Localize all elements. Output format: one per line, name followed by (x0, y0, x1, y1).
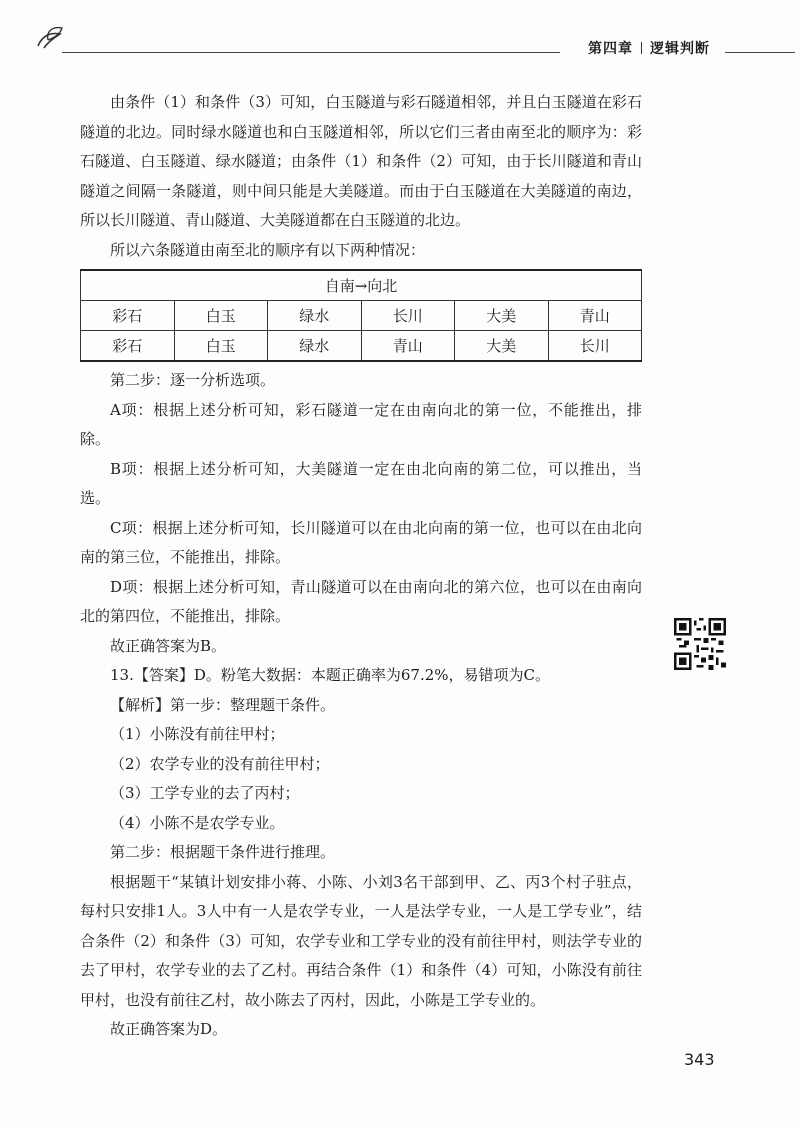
table-header-row (81, 270, 642, 301)
analysis-heading: 【解析】第一步：整理题干条件。 (110, 695, 336, 714)
option-b-analysis: B项：根据上述分析可知，大美隧道一定在由北向南的第二位，可以推出，当选。 (80, 459, 642, 507)
header-rule (62, 52, 560, 53)
option-a-analysis: A项：根据上述分析可知，彩石隧道一定在由南向北的第一位，不能推出，排除。 (80, 400, 642, 448)
condition-item: （2）农学专业的没有前往甲村； (110, 754, 330, 773)
paragraph: 所以六条隧道由南至北的顺序有以下两种情况： (110, 240, 426, 259)
paragraph: 由条件（1）和条件（3）可知，白玉隧道与彩石隧道相邻，并且白玉隧道在彩石隧道的北边。同时绿水隧道也和白玉隧道相邻，所以它们三者由南至北的顺序为：彩石隧道、白玉隧道、绿水隧道；由条件（1）和条件（2）可知，由于长川隧道和青山隧道之间隔一条隧道，则中间只能是大美隧道。而由于白玉隧道在大美隧道的南边，所以长川隧道、青山隧道、大美隧道都在白玉隧道的北边。 (80, 93, 642, 229)
table-row (81, 301, 642, 331)
table-header: 自南→向北 (81, 270, 642, 301)
condition-item: （3）工学专业的去了丙村； (110, 784, 300, 802)
sprout-icon (34, 22, 68, 52)
answer-line: 故正确答案为B。 (110, 636, 227, 655)
question-13-answer: 13.【答案】D。粉笔大数据：本题正确率为67.2%，易错项为C。 (110, 666, 551, 684)
table-cell: 绿水 (268, 331, 362, 362)
tunnel-order-table (80, 269, 642, 362)
page-body (80, 88, 642, 1045)
header-separator (641, 42, 642, 54)
step-heading: 第二步：逐一分析选项。 (110, 371, 276, 389)
answer-line: 故正确答案为D。 (110, 1020, 228, 1038)
table-cell: 绿水 (268, 301, 362, 331)
table-row (81, 331, 642, 362)
option-c-analysis: C项：根据上述分析可知，长川隧道可以在由北向南的第一位，也可以在由北向南的第三位，不能推出，排除。 (80, 518, 642, 566)
table-cell: 大美 (455, 331, 549, 362)
step-heading: 第二步：根据题干条件进行推理。 (110, 843, 336, 861)
condition-item: （1）小陈没有前往甲村； (110, 725, 285, 743)
chapter-number: 第四章 (588, 41, 633, 57)
table-cell: 长川 (361, 301, 455, 331)
condition-item: （4）小陈不是农学专业。 (110, 813, 285, 832)
reasoning-paragraph: 根据题干“某镇计划安排小蒋、小陈、小刘3名干部到甲、乙、丙3个村子驻点，每村只安排1人。3人中有一人是农学专业，一人是法学专业，一人是工学专业”，结合条件（2）和条件（3）可知，农学专业和工学专业的没有前往甲村，则法学专业的去了甲村，农学专业的去了乙村。再结合条件（1）和条件（4）可知，小陈没有前往甲村，也没有前往乙村，故小陈去了丙村，因此，小陈是工学专业的。 (80, 872, 642, 1009)
chapter-name: 逻辑判断 (650, 41, 710, 57)
option-d-analysis: D项：根据上述分析可知，青山隧道可以在由南向北的第六位，也可以在由南向北的第四位，不能推出，排除。 (80, 577, 642, 625)
table-cell: 彩石 (81, 331, 175, 362)
page-header (0, 0, 800, 70)
table-cell: 彩石 (81, 301, 175, 331)
table-cell: 青山 (361, 331, 455, 362)
page-number: 343 (684, 1050, 715, 1069)
table-cell: 青山 (548, 301, 642, 331)
header-rule-tail (725, 52, 795, 53)
chapter-title (588, 38, 710, 58)
table-cell: 大美 (455, 301, 549, 331)
table-cell: 长川 (548, 331, 642, 362)
table-cell: 白玉 (174, 331, 268, 362)
qr-code-icon[interactable] (674, 618, 726, 670)
table-cell: 白玉 (174, 301, 268, 331)
